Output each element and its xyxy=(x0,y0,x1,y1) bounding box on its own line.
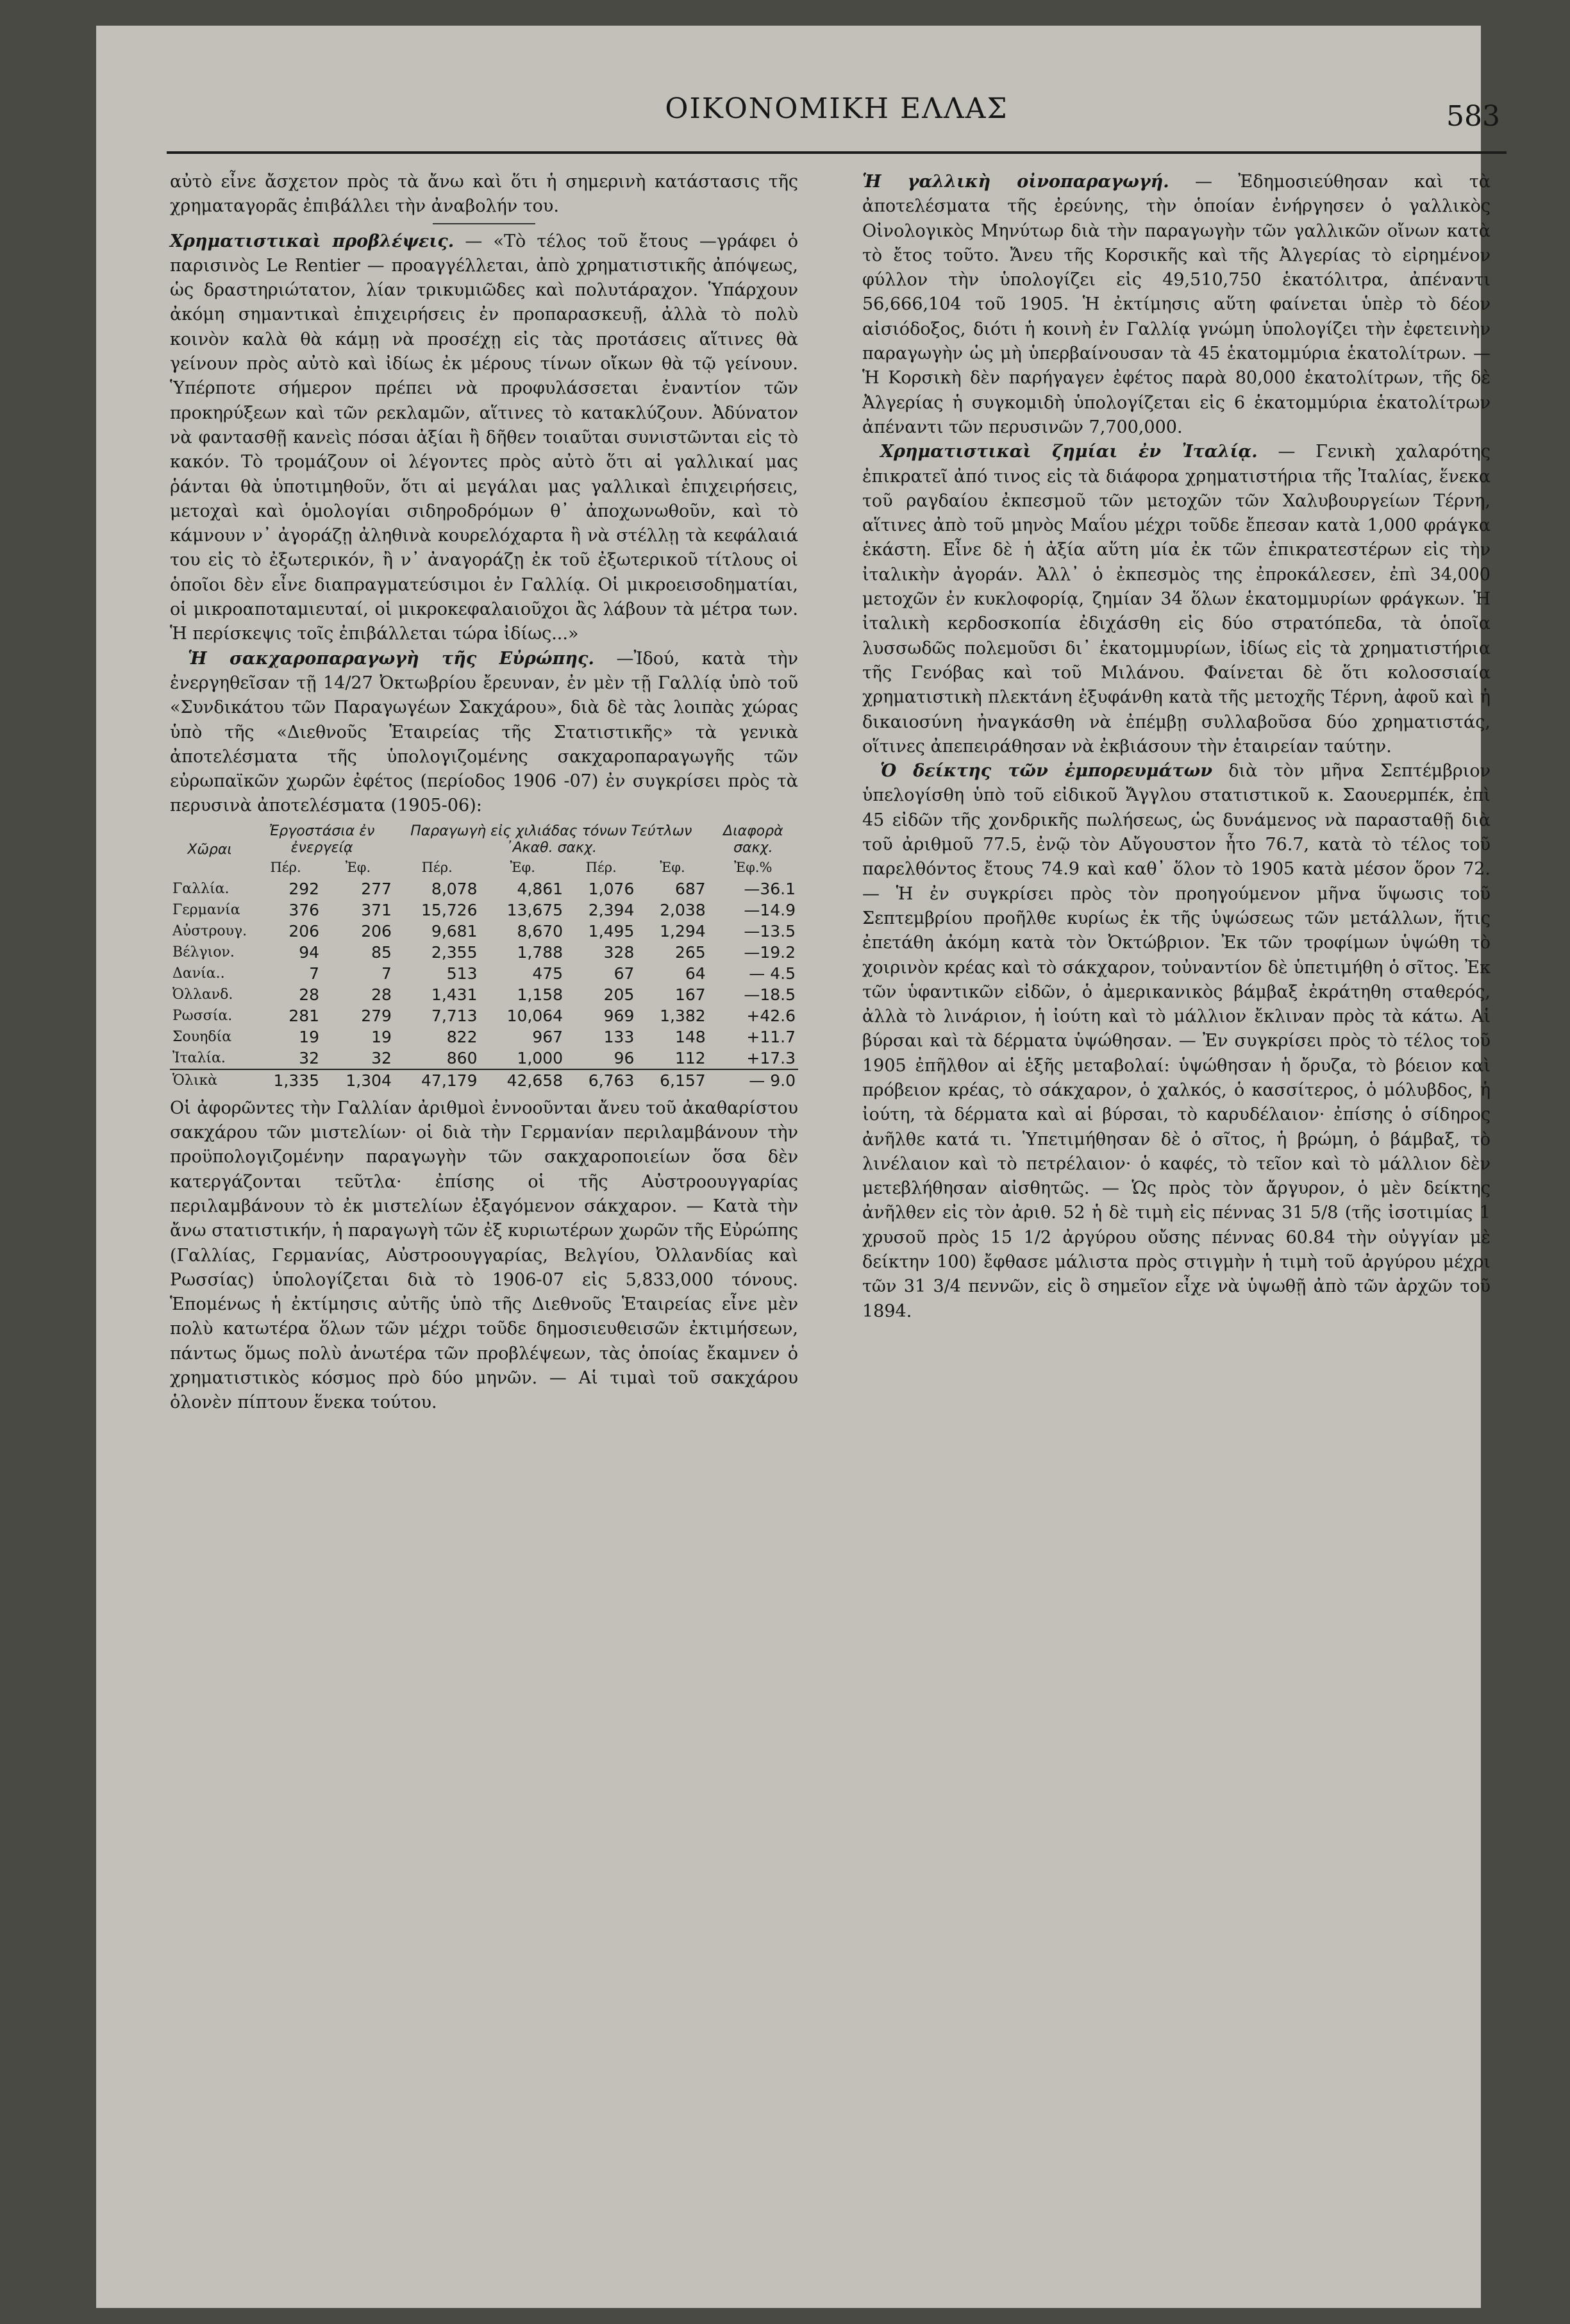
running-header xyxy=(167,81,1507,154)
value-cell: +42.6 xyxy=(746,1006,796,1025)
value-cell: 969 xyxy=(603,1006,635,1025)
left-column xyxy=(170,170,798,1416)
value-cell: 148 xyxy=(675,1027,706,1046)
value-cell: 277 xyxy=(361,879,392,898)
value-cell: 167 xyxy=(675,985,706,1004)
value-cell: 206 xyxy=(288,921,320,940)
right-column xyxy=(862,170,1491,1324)
total-cell: 1,304 xyxy=(322,1069,394,1091)
section-text: —Ἰδού, κατὰ τὴν ἐνεργηθεῖσαν τῇ 14/27 Ὀκτωβρίου ἔρευναν, ἐν μὲν τῇ Γαλλίᾳ ὑπὸ τοῦ «Συνδικάτου τῶν Παραγωγέων Σακχάρου», διὰ δὲ τὰς λοιπὰς χώρας ὑπὸ τῆς «Διεθνοῦς Ἑταιρείας τῆς Στατιστικῆς» τὰ γενικὰ ἀποτελέσματα τῆς ὑπολογιζομένης σακχαροπαραγωγῆς τῶν εὐρωπαϊκῶν χωρῶν ἐφέτος (περίοδος 1906 -07) ἐν συγκρίσει πρὸς τὰ περυσινὰ ἀποτελέσματα (1905-06): xyxy=(170,648,799,816)
total-cell: 6,763 xyxy=(565,1069,637,1091)
sugar-production-table xyxy=(170,823,798,1091)
section-heading: Χρηματιστικαὶ προβλέψεις. xyxy=(170,231,455,251)
value-cell: 9,681 xyxy=(431,921,478,940)
country-cell: Γαλλία. xyxy=(172,880,230,897)
value-cell: 1,431 xyxy=(431,985,478,1004)
value-cell: 1,382 xyxy=(660,1006,706,1025)
value-cell: 19 xyxy=(299,1027,320,1046)
table-header-production: Παραγωγὴ εἰς χιλιάδας τόνων Τεύτλων ᾽Ακαθ. σακχ. xyxy=(410,823,692,856)
value-cell: 967 xyxy=(532,1027,564,1046)
unit-label: Πέρ. xyxy=(421,859,453,875)
page-number: 583 xyxy=(1446,100,1500,133)
country-cell: Ὀλλανδ. xyxy=(172,986,233,1003)
section-separator xyxy=(433,223,535,224)
left-paragraph-1: αὐτὸ εἶνε ἄσχετον πρὸς τὰ ἄνω καὶ ὅτι ἡ σημερινὴ κατάστασις τῆς χρηματαγορᾶς ἐπιβάλλει τὴν ἀναβολήν του. xyxy=(170,172,798,217)
right-section-italy-losses xyxy=(862,440,1491,759)
section-text: διὰ τὸν μῆνα Σεπτέμβριον ὑπελογίσθη ὑπὸ τοῦ εἰδικοῦ Ἄγγλου στατιστικοῦ κ. Σαουερμπέκ, ἐπὶ 45 εἰδῶν τῆς χονδρικῆς πωλήσεως, ὡς δυνάμενος νὰ παρασταθῇ διὰ τοῦ ἀριθμοῦ 77.5, ἐνῷ τὸν Αὔγουστον ἦτο 76.7, κατὰ τὸ τέλος τοῦ παρελθόντος ἔτους 74.9 καὶ καθ᾽ ὅλον τὸ 1905 κατὰ μέσον ὅρον 72. — Ἡ ἐν συγκρίσει πρὸς τὸν προηγούμενον μῆνα ὕψωσις τοῦ Σεπτεμβρίου προῆλθε κυρίως ἐκ τῆς ὑψώσεως τῶν μετάλλων, ἥτις ἐπετάθη ἀκόμη κατὰ τὸν Ὀκτώβριον. Ἐκ τῶν τροφίμων ὑψώθη τὸ χοιρινὸν κρέας καὶ τὸ σάκχαρον, τοὐναντίον δὲ ὑπετιμήθη ὁ σῖτος. Ἐκ τῶν ὑφαντικῶν εἰδῶν, ὁ ἀμερικανικὸς βάμβαξ ἐκράτηθη σταθερός, ἀλλὰ τὸ λινάριον, ἡ ἰούτη καὶ τὸ μάλλιον ἔκλιναν πρὸς τὰ κάτω. Αἱ βύρσαι καὶ τὰ δέρματα ὑψώθησαν. — Ἐν συγκρίσει πρὸς τὸ τέλος τοῦ 1905 ἐπῆλθον αἱ ἑξῆς μεταβολαί: ὑψώθησαν ἡ ὄρυζα, τὸ βόειον καὶ πρόβειον κρέας, τὸ σάκχαρον, ὁ χαλκός, ὁ κασσίτερος, ὁ μόλυβδος, ἡ ἰούτη, τὰ δέρματα καὶ αἱ βύρσαι, τὸ καρυδέλαιον· ἐπίσης ὁ σίδηρος ἀνῆλθε κατά τι. Ὑπετιμήθησαν δὲ ὁ σῖτος, ἡ βρώμη, ὁ βάμβαξ, τὸ λινέλαιον καὶ τὸ πετρέλαιον· ὁ καφές, τὸ τεῖον καὶ τὸ μάλλιον δὲν μετεβλήθησαν αἰσθητῶς. — Ὡς πρὸς τὸν ἄργυρον, ὁ μὲν δείκτης ἀνῆλθεν εἰς τὸν ἀριθ. 52 ἡ δὲ τιμὴ εἰς πέννας 31 5/8 (τῆς ἰσοτιμίας 1 χρυσοῦ πρὸς 15 1/2 ἀργύρου οὔσης πέννας 60.84 τὴν οὐγγίαν μὲ δείκτην 100) ἔφθασε μάλιστα πρὸς στιγμὴν ἡ τιμὴ τοῦ ἀργύρου μέχρι τῶν 31 3/4 πεννῶν, εἰς ὃ σημεῖον εἶχε νὰ ὑψωθῇ ἀπὸ τῶν ἀρχῶν τοῦ 1894. xyxy=(862,761,1491,1321)
value-cell: 7 xyxy=(381,964,392,983)
value-cell: 8,078 xyxy=(431,879,478,898)
total-cell: 6,157 xyxy=(637,1069,708,1091)
value-cell: —36.1 xyxy=(744,879,796,898)
table-row xyxy=(170,1026,798,1048)
country-cell: Βέλγιον. xyxy=(172,944,235,960)
country-cell: Δανία.. xyxy=(172,965,225,982)
value-cell: 19 xyxy=(371,1027,392,1046)
value-cell: 281 xyxy=(288,1006,320,1025)
table-body xyxy=(170,878,798,1091)
table-row xyxy=(170,921,798,942)
value-cell: 2,355 xyxy=(431,942,478,962)
magazine-page xyxy=(96,26,1500,2308)
value-cell: 205 xyxy=(603,985,635,1004)
total-cell: 47,179 xyxy=(394,1069,480,1091)
section-text: — Γενικὴ χαλαρότης ἐπικρατεῖ ἀπό τινος εἰς τὰ διάφορα χρηματιστήρια τῆς Ἰταλίας, ἕνεκα τοῦ ραγδαίου ἐκπεσμοῦ τῶν μετοχῶν τῶν Χαλυβουργείων Τέρνη, αἵτινες ἀπὸ τοῦ μηνὸς Μαΐου μέχρι τοῦδε ἔπεσαν κατὰ 1,000 φράγκα ἑκάστη. Εἶνε δὲ ἡ ἀξία αὕτη μία ἐκ τῶν ἐπικρατεστέρων εἰς τὴν ἰταλικὴν ἀγοράν. Ἀλλ᾽ ὁ ἐκπεσμὸς της ἐπροκάλεσεν, ἐπὶ 34,000 μετοχῶν ἐν κυκλοφορίᾳ, ζημίαν 34 ὅλων ἑκατομμυρίων φράγκων. Ἡ ἰταλικὴ κερδοσκοπία ἐδιχάσθη εἰς δύο στρατόπεδα, τὰ ὁποῖα λυσσωδῶς πολεμοῦσι δι᾽ ἑκατομμυρίων, ἰδίως εἰς τὰ χρηματιστήρια τῆς Γενόβας καὶ τοῦ Μιλάνου. Φαίνεται δὲ ὅτι κολοσσιαία χρηματιστικὴ πλεκτάνη ἐξυφάνθη κατὰ τῆς μετοχῆς Τέρνη, ἀφοῦ καὶ ἡ δικαιοσύνη ἠναγκάσθη νὰ ἐπέμβῃ συλλαβοῦσα δύο χρηματιστάς, οἵτινες ἀπεπειράθησαν νὰ ἐκβιάσουν τὴν ἑταιρείαν ταύτην. xyxy=(862,442,1491,757)
value-cell: 64 xyxy=(685,964,706,983)
value-cell: —13.5 xyxy=(744,921,796,940)
value-cell: 328 xyxy=(603,942,635,962)
value-cell: 2,038 xyxy=(660,900,706,919)
value-cell: 28 xyxy=(299,985,320,1004)
value-cell: 371 xyxy=(361,900,392,919)
value-cell: 2,394 xyxy=(588,900,635,919)
value-cell: 475 xyxy=(532,964,564,983)
value-cell: 7 xyxy=(309,964,320,983)
value-cell: 4,861 xyxy=(517,879,564,898)
value-cell: 8,670 xyxy=(517,921,564,940)
table-header-country: Χῶραι xyxy=(187,842,232,858)
value-cell: 32 xyxy=(299,1048,320,1067)
value-cell: 1,294 xyxy=(660,921,706,940)
country-cell: Ρωσσία. xyxy=(172,1007,233,1024)
total-label: Ὁλικὰ xyxy=(170,1069,249,1091)
value-cell: 28 xyxy=(371,985,392,1004)
section-text: — «Τὸ τέλος τοῦ ἔτους —γράφει ὁ παρισινὸς Le Rentier — προαγγέλλεται, ἀπὸ χρηματιστικῆς ἀπόψεως, ὡς δραστηριώτατον, λίαν τρικυμιῶδες καὶ πολυτάραχον. Ὑπάρχουν ἀκόμη σημαντικαὶ ἐπιχειρήσεις ἐν προπαρασκευῇ, ἀλλὰ τὸ πολὺ κοινὸν καλὰ θὰ κάμῃ νὰ προσέχῃ εἰς τὰς προτάσεις αἵτινες θὰ γείνουν πρὸς αὐτὸ καὶ ἰδίως ἐκ μέρους τίνων οἴκων θὰ τῷ γείνουν. Ὑπέρποτε σήμερον πρέπει νὰ προφυλάσσεται ἐναντίον τῶν προκηρύξεων καὶ τῶν ρεκλαμῶν, αἵτινες τὸ κατακλύζουν. Ἀδύνατον νὰ φαντασθῇ κανεὶς πόσαι ἀξίαι ἢ δῆθεν τοιαῦται συνιστῶνται εἰς τὸ κακόν. Τὸ τρομάζουν οἱ λέγοντες πρὸς αὐτὸ ὅτι αἱ γαλλικαί μας ῥάνται θὰ ὑποτιμηθοῦν, ὅτι αἱ μεγάλαι μας γαλλικαὶ ἐπιχειρήσεις, μετοχαὶ καὶ ὁμολογίαι σιδηροδρόμων θ᾽ ἀποχωνωθοῦν, καὶ τὸ κάμνουν ν᾽ ἀγοράζῃ ἀληθινὰ κουρελόχαρτα ἢ νὰ στέλλῃ τὰ κεφάλαιά του εἰς τὸ ἐξωτερικόν, ἢ ν᾽ ἀναγοράζῃ ἐκ τοῦ ἐξωτερικοῦ τίτλους οἱ ὁποῖοι δὲν εἶνε διαπραγματεύσιμοι ἐν Γαλλίᾳ. Οἱ μικροεισοδηματίαι, οἱ μικροαποταμιευταί, οἱ μικροκεφαλαιοῦχοι ἂς λάβουν τὰ μέτρα των. Ἡ περίσκεψις τοῖς ἐπιβάλλεται τώρα ἰδίως...» xyxy=(170,231,798,644)
value-cell: 279 xyxy=(361,1006,392,1025)
total-cell: — 9.0 xyxy=(708,1069,798,1091)
section-heading: Ὁ δείκτης τῶν ἐμπορευμάτων xyxy=(880,761,1213,782)
table-total-row xyxy=(170,1069,798,1091)
value-cell: —18.5 xyxy=(744,985,796,1004)
table-header-difference: Διαφορὰ σακχ. xyxy=(723,823,783,856)
table-row xyxy=(170,942,798,963)
value-cell: 15,726 xyxy=(421,900,478,919)
value-cell: 1,788 xyxy=(517,942,564,962)
value-cell: 822 xyxy=(446,1027,478,1046)
table-row xyxy=(170,963,798,984)
section-heading: Ἡ σακχαροπαραγωγὴ τῆς Εὐρώπης. xyxy=(188,648,594,669)
value-cell: 32 xyxy=(371,1048,392,1067)
country-cell: Αὐστρουγ. xyxy=(172,923,247,939)
left-section-financial-forecasts xyxy=(170,230,798,647)
value-cell: +11.7 xyxy=(746,1027,796,1046)
section-heading: Χρηματιστικαὶ ζημίαι ἐν Ἰταλίᾳ. xyxy=(880,442,1258,462)
value-cell: 67 xyxy=(614,964,635,983)
table-row xyxy=(170,1048,798,1069)
unit-label: Πέρ. xyxy=(585,859,617,875)
country-cell: Σουηδία xyxy=(172,1028,232,1045)
left-paragraph-sugar-notes: Οἱ ἀφορῶντες τὴν Γαλλίαν ἀριθμοὶ ἐννοοῦνται ἄνευ τοῦ ἀκαθαρίστου σακχάρου τῶν μιστελίων· οἱ διὰ τὴν Γερμανίαν περιλαμβάνουν τὴν προϋπολογιζομένην παραγωγὴν τῶν σακχαροποιείων ὅσα δὲν κατεργάζονται τεῦτλα· ἐπίσης οἱ τῆς Αὐστροουγγαρίας περιλαμβάνουν τὸ ἐκ μιστελίων ἐξαγόμενον σάκχαρον. — Κατὰ τὴν ἄνω στατιστικήν, ἡ παραγωγὴ τῶν ἐξ κυριωτέρων χωρῶν τῆς Εὐρώπης (Γαλλίας, Γερμανίας, Αὐστροουγγαρίας, Βελγίου, Ὀλλανδίας καὶ Ρωσσίας) ὑπολογίζεται διὰ τὸ 1906-07 εἰς 5,833,000 τόνους. Ἑπομένως ἡ ἐκτίμησις αὐτῆς ὑπὸ τῆς Διεθνοῦς Ἑταιρείας εἶνε μὲν πολὺ κατωτέρα ὅλων τῶν μέχρι τοῦδε δημοσιευθεισῶν ἐκτιμήσεων, πάντως ὅμως πολὺ ἀνωτέρα τῶν προβλέψεων, τὰς ὁποίας ἔκαμνεν ὁ χρηματιστικὸς κόσμος πρὸ δύο μηνῶν. — Αἱ τιμαὶ τοῦ σακχάρου ὁλονὲν πίπτουν ἕνεκα τούτου. xyxy=(170,1098,798,1413)
value-cell: 94 xyxy=(299,942,320,962)
value-cell: 206 xyxy=(361,921,392,940)
unit-label: Ἐφ. xyxy=(345,859,371,875)
value-cell: 687 xyxy=(675,879,706,898)
value-cell: 7,713 xyxy=(431,1006,478,1025)
value-cell: 85 xyxy=(371,942,392,962)
value-cell: 10,064 xyxy=(506,1006,564,1025)
right-section-wine-production xyxy=(862,170,1491,440)
right-section-commodity-index xyxy=(862,759,1491,1324)
table-row xyxy=(170,1005,798,1026)
value-cell: — 4.5 xyxy=(749,964,796,983)
value-cell: 112 xyxy=(675,1048,706,1067)
journal-title: ΟΙΚΟΝΟΜΙΚΗ ΕΛΛΑΣ xyxy=(665,92,1008,125)
unit-label: Ἐφ. xyxy=(510,859,535,875)
value-cell: 860 xyxy=(446,1048,478,1067)
value-cell: 376 xyxy=(288,900,320,919)
section-text: — Ἐδημοσιεύθησαν καὶ τὰ ἀποτελέσματα τῆς ἐρεύνης, τὴν ὁποίαν ἐνήργησεν ὁ γαλλικὸς Οἰνολογικὸς Μηνύτωρ διὰ τὴν παραγωγὴν τῶν γαλλικῶν οἴνων κατὰ τὸ ἔτος τοῦτο. Ἄνευ τῆς Κορσικῆς καὶ τῆς Ἀλγερίας τὸ εἰρημένον φύλλον τὴν ὑπολογίζει εἰς 49,510,750 ἑκατόλιτρα, ἀπέναντι 56,666,104 τοῦ 1905. Ἡ ἐκτίμησις αὕτη φαίνεται ὑπὲρ τὸ δέον αἰσιόδοξος, διότι ἡ κοινὴ ἐν Γαλλίᾳ γνώμη ὑπολογίζει τὴν ἐφετεινὴν παραγωγὴν ὡς μὴ ὑπερβαίνουσαν τὰ 45 ἑκατομμύρια ἑκατολίτρων. — Ἡ Κορσικὴ δὲν παρήγαγεν ἐφέτος παρὰ 80,000 ἑκατολίτρων, τῆς δὲ Ἀλγερίας ἡ συγκομιδὴ ὑπολογίζεται εἰς 6 ἑκατομμύρια ἑκατολίτρων ἀπέναντι τῶν περυσινῶν 7,700,000. xyxy=(862,172,1491,437)
table-row xyxy=(170,899,798,921)
table-row xyxy=(170,984,798,1005)
value-cell: —14.9 xyxy=(744,900,796,919)
left-section-sugar-production xyxy=(170,647,798,819)
value-cell: —19.2 xyxy=(744,942,796,962)
value-cell: 13,675 xyxy=(506,900,564,919)
value-cell: 292 xyxy=(288,879,320,898)
table-header-factories: Ἐργοστάσια ἐν ἐνεργείᾳ xyxy=(269,823,375,856)
value-cell: 1,158 xyxy=(517,985,564,1004)
table-row xyxy=(170,878,798,899)
value-cell: 513 xyxy=(446,964,478,983)
value-cell: 96 xyxy=(614,1048,635,1067)
value-cell: 133 xyxy=(603,1027,635,1046)
value-cell: +17.3 xyxy=(746,1048,796,1067)
unit-label: Ἐφ.% xyxy=(734,859,772,875)
value-cell: 1,076 xyxy=(588,879,635,898)
value-cell: 1,000 xyxy=(517,1048,564,1067)
section-heading: Ἡ γαλλικὴ οἰνοπαραγωγή. xyxy=(862,172,1169,192)
value-cell: 265 xyxy=(675,942,706,962)
unit-label: Ἐφ. xyxy=(660,859,685,875)
country-cell: Γερμανία xyxy=(172,901,240,918)
total-cell: 1,335 xyxy=(249,1069,322,1091)
country-cell: Ἰταλία. xyxy=(172,1049,226,1066)
value-cell: 1,495 xyxy=(588,921,635,940)
total-cell: 42,658 xyxy=(480,1069,566,1091)
unit-label: Πέρ. xyxy=(270,859,301,875)
